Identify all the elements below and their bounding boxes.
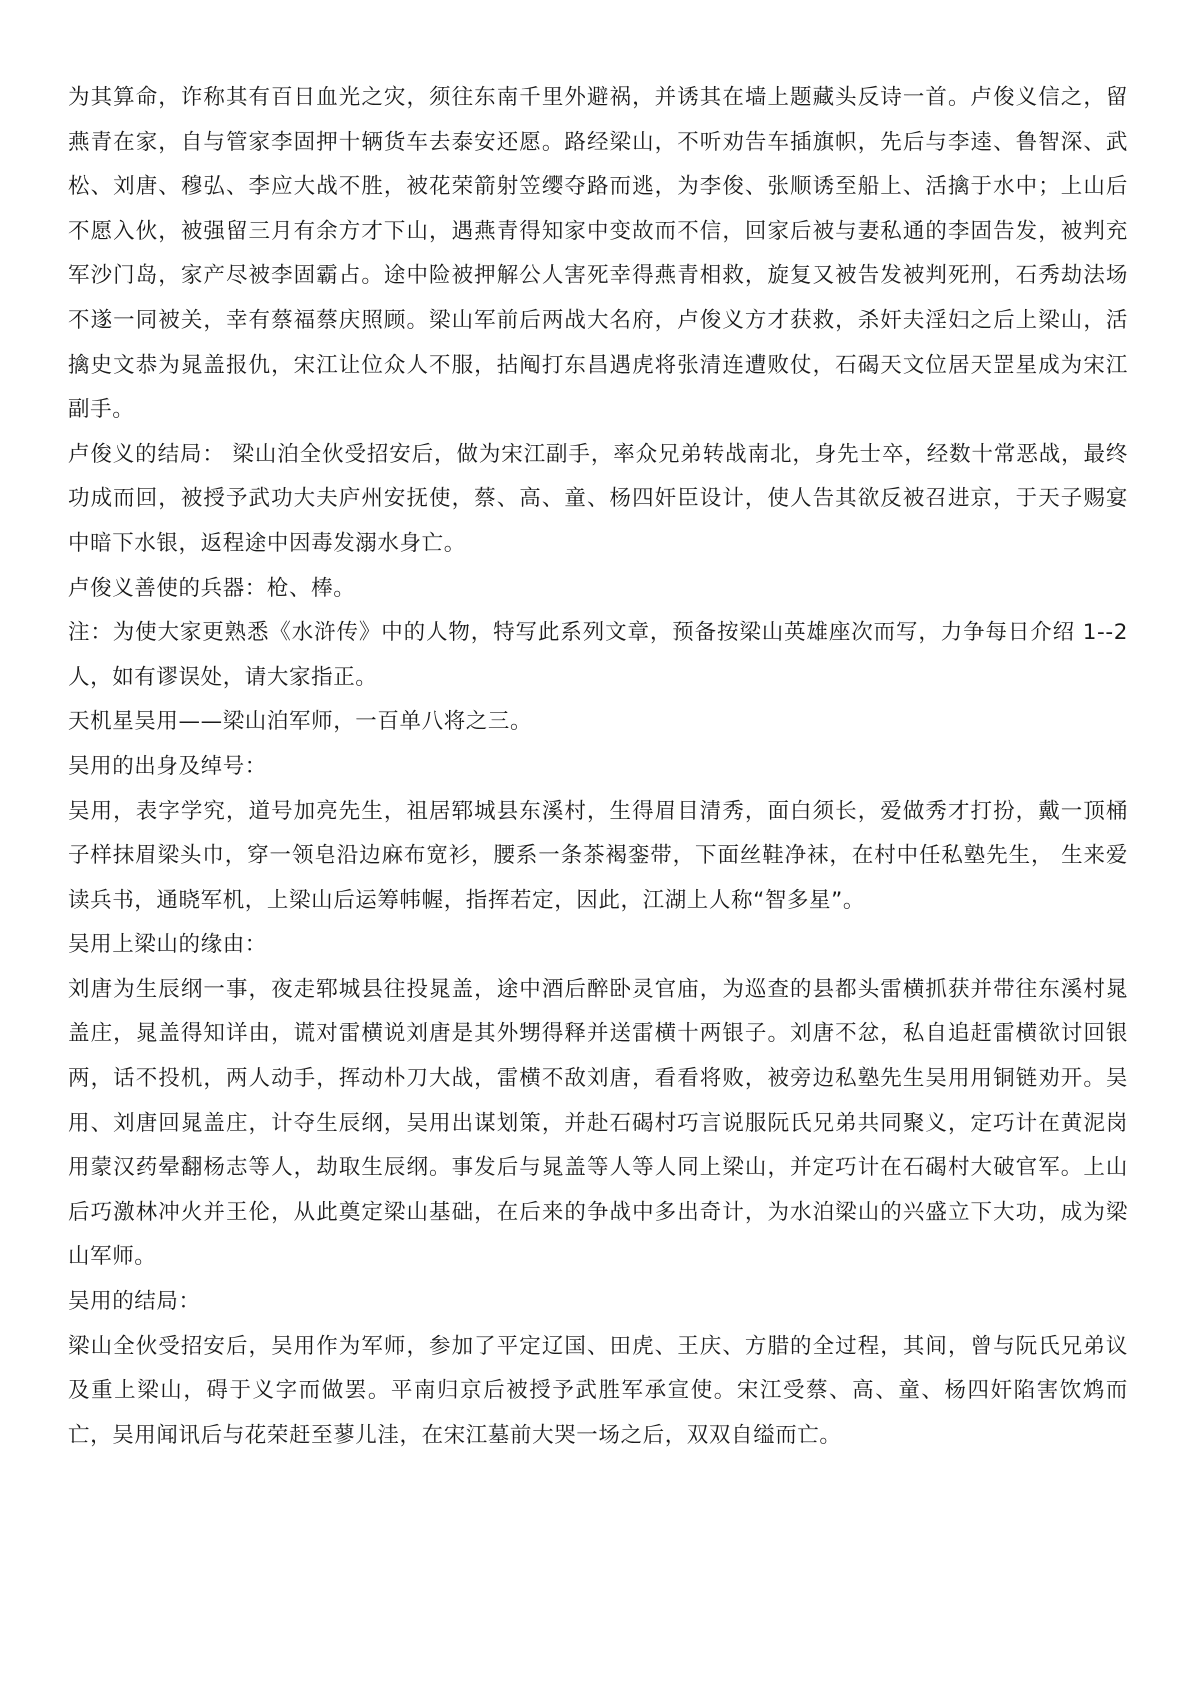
paragraph-author-note: 注：为使大家更熟悉《水浒传》中的人物，特写此系列文章，预备按梁山英雄座次而写，力争每日介绍 1--2 人，如有谬误处，请大家指正。 [68,620,1128,690]
paragraph-wu-yong-origin: 吴用，表字学究，道号加亮先生，祖居郓城县东溪村，生得眉目清秀，面白须长，爱做秀才打扮，戴一顶桶子样抹眉梁头巾，穿一领皂沿边麻布宽衫，腰系一条茶褐銮带，下面丝鞋净袜，在村中任私塾先生， 生来爱读兵书，通晓军机，上梁山后运筹帏幄，指挥若定，因此，江湖上人称“智多星”。 [68,798,1128,913]
subheading-wu-yong-ending: 吴用的结局： [68,1289,201,1315]
subheading-wu-yong-reason: 吴用上梁山的缘由： [68,932,267,958]
paragraph-wu-yong-ending: 梁山全伙受招安后，吴用作为军师，参加了平定辽国、田虎、王庆、方腊的全过程，其间，曾与阮氏兄弟议及重上梁山，碍于义字而做罢。平南归京后被授予武胜军承宣使。宋江受蔡、高、童、杨四奸陷害饮鸩而亡，吴用闻讯后与花荣赶至蓼儿洼，在宋江墓前大哭一场之后，双双自缢而亡。 [68,1333,1128,1448]
paragraph-lu-junyi-ending: 卢俊义的结局： 梁山泊全伙受招安后，做为宋江副手，率众兄弟转战南北，身先士卒，经数十常恶战，最终功成而回，被授予武功大夫庐州安抚使，蔡、高、童、杨四奸臣设计，使人告其欲反被召进京，于天子赐宴中暗下水银，返程途中因毒发溺水身亡。 [68,441,1128,556]
subheading-wu-yong-origin: 吴用的出身及绰号： [68,753,267,779]
paragraph-wu-yong-reason: 刘唐为生辰纲一事，夜走郓城县往投晁盖，途中酒后醉卧灵官庙，为巡查的县都头雷横抓获并带往东溪村晁盖庄，晁盖得知详由，谎对雷横说刘唐是其外甥得释并送雷横十两银子。刘唐不忿，私自追赶雷横欲讨回银两，话不投机，两人动手，挥动朴刀大战，雷横不敌刘唐，看看将败，被旁边私塾先生吴用用铜链劝开。吴用、刘唐回晁盖庄，计夺生辰纲，吴用出谋划策，并赴石碣村巧言说服阮氏兄弟共同聚义，定巧计在黄泥岗用蒙汉药晕翻杨志等人，劫取生辰纲。事发后与晁盖等人等人同上梁山，并定巧计在石碣村大破官军。上山后巧激林冲火并王伦，从此奠定梁山基础，在后来的争战中多出奇计，为水泊梁山的兴盛立下大功，成为梁山军师。 [68,976,1128,1270]
paragraph-lu-junyi-weapons: 卢俊义善使的兵器：枪、棒。 [68,575,356,601]
paragraph-lu-junyi-story: 为其算命，诈称其有百日血光之灾，须往东南千里外避祸，并诱其在墙上题藏头反诗一首。卢俊义信之，留燕青在家，自与管家李固押十辆货车去泰安还愿。路经梁山，不听劝告车插旗帜，先后与李逵、鲁智深、武松、刘唐、穆弘、李应大战不胜，被花荣箭射笠缨夺路而逃，为李俊、张顺诱至船上、活擒于水中；上山后不愿入伙，被强留三月有余方才下山，遇燕青得知家中变故而不信，回家后被与妻私通的李固告发，被判充军沙门岛，家产尽被李固霸占。途中险被押解公人害死幸得燕青相救，旋复又被告发被判死刑，石秀劫法场不遂一同被关，幸有蔡福蔡庆照顾。梁山军前后两战大名府，卢俊义方才获救，杀奸夫淫妇之后上梁山，活擒史文恭为晁盖报仇，宋江让位众人不服，拈阄打东昌遇虎将张清连遭败仗，石碣天文位居天罡星成为宋江副手。 [68,85,1128,423]
document-page [68,76,1128,1458]
section-heading-wu-yong: 天机星吴用——梁山泊军师，一百单八将之三。 [68,709,533,735]
